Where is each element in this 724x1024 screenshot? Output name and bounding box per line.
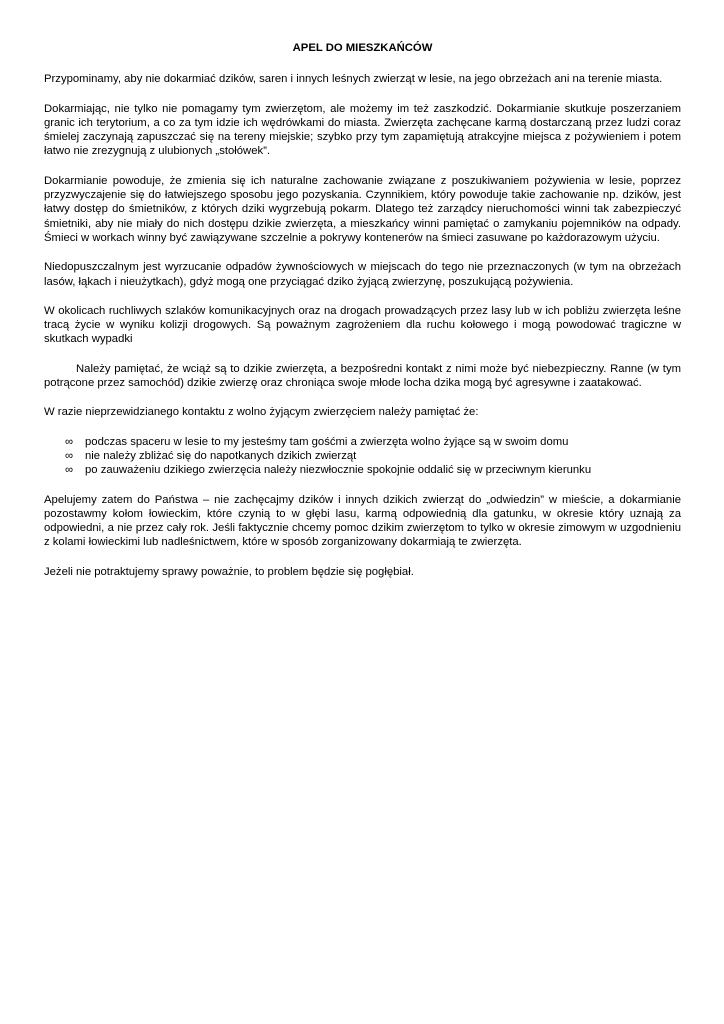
paragraph-feeding-harm: Dokarmiając, nie tylko nie pomagamy tym zwierzętom, ale możemy im też zaszkodzić. Dokarmianie skutkuje poszerzaniem granic ich terytorium, a co za tym idzie ich wędrówkami do miasta. Zwierzęta zachęcane karmą dostarczaną przez ludzi coraz śmielej zaczynają zapuszczać się na tereny miejskie; szybko przy tym zapamiętują atrakcyjne miejsca z pożywieniem i potem łatwo nie zrezygnują z ulubionych „stołówek”.	[44, 102, 681, 158]
list-item	[44, 449, 681, 463]
paragraph-road-collisions: W okolicach ruchliwych szlaków komunikacyjnych oraz na drogach prowadzących przez lasy lub w ich pobliżu zwierzęta leśne tracą życie w wyniku kolizji drogowych. Są poważnym zagrożeniem dla ruchu kołowego i mogą powodować tragiczne w skutkach wypadki	[44, 304, 681, 346]
list-item-text: podczas spaceru w lesie to my jesteśmy tam gośćmi a zwierzęta wolno żyjące są w swoim domu	[85, 435, 569, 448]
advice-list	[44, 435, 681, 478]
paragraph-appeal: Apelujemy zatem do Państwa – nie zachęcajmy dzików i innych dzikich zwierząt do „odwiedzin” w mieście, a dokarmianie pozostawmy kołom łowieckim, które czynią to w głębi lasu, karmą odpowiednią dla gatunku, w okresie który uznają za odpowiedni, a nie przez cały rok. Jeśli faktycznie chcemy pomoc dzikim zwierzętom to tylko w okresie zimowym w uzgodnieniu z kolami łowieckimi lub nadleśnictwem, które w sposób zorganizowany dokarmiają te zwierzęta.	[44, 493, 681, 549]
paragraph-wild-danger: Należy pamiętać, że wciąż są to dzikie zwierzęta, a bezpośredni kontakt z nimi może być niebezpieczny. Ranne (w tym potrącone przez samochód) dzikie zwierzę oraz chroniąca swoje młode locha dzika mogą być agresywne i zaatakować.	[44, 362, 681, 390]
infinity-bullet-icon: ∞	[65, 464, 74, 477]
paragraph-conclusion: Jeżeli nie potraktujemy sprawy poważnie, to problem będzie się pogłębiał.	[44, 565, 414, 578]
list-item-text: po zauważeniu dzikiego zwierzęcia należy niezwłocznie spokojnie oddalić się w przeciwnym kierunku	[85, 464, 592, 477]
infinity-bullet-icon: ∞	[65, 449, 74, 462]
list-item	[44, 435, 681, 449]
infinity-bullet-icon: ∞	[65, 435, 74, 448]
paragraph-reminder: Przypominamy, aby nie dokarmiać dzików, saren i innych leśnych zwierząt w lesie, na jego obrzeżach ani na terenie miasta.	[44, 73, 663, 86]
paragraph-contact-intro: W razie nieprzewidzianego kontaktu z wolno żyjącym zwierzęciem należy pamiętać że:	[44, 406, 479, 419]
list-item-text: nie należy zbliżać się do napotkanych dzikich zwierząt	[85, 449, 357, 462]
document-body	[44, 41, 681, 594]
paragraph-food-waste: Niedopuszczalnym jest wyrzucanie odpadów żywnościowych w miejscach do tego nie przeznaczonych (w tym na obrzeżach lasów, łąkach i nieużytkach), gdyż mogą one przyciągać dziko żyjącą zwierzynę, poszukującą pożywienia.	[44, 261, 681, 288]
paragraph-behavior-change: Dokarmianie powoduje, że zmienia się ich naturalne zachowanie związane z poszukiwaniem pożywienia w lesie, poprzez przyzwyczajenie się do łatwiejszego sposobu jego pozyskania. Czynnikiem, który powoduje takie zachowanie np. dzików, jest łatwy dostęp do śmietników, z których dziki wygrzebują pokarm. Dlatego też zarządcy nieruchomości winni tak zabezpieczyć śmietniki, aby nie miały do nich dostępu dzikie zwierzęta, a mieszkańcy winni pamiętać o zamykaniu pojemników na odpady. Śmieci w workach winny być zawiązywane szczelnie a pokrywy kontenerów na śmieci zasuwane po każdorazowym użyciu.	[44, 174, 681, 244]
document-title: APEL DO MIESZKAŃCÓW	[292, 42, 433, 54]
list-item	[44, 463, 681, 477]
